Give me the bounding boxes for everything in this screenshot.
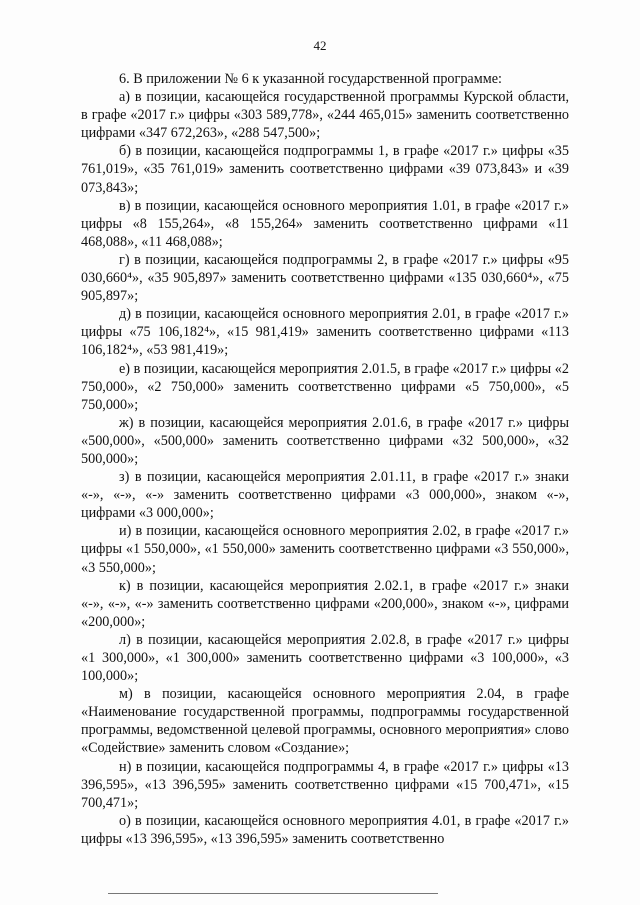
paragraph: ж) в позиции, касающейся мероприятия 2.01.6, в графе «2017 г.» цифры «500,000», «500,000» заменить соответственно цифрами «32 500,000», «32 500,000»; [81,414,569,467]
paragraph: о) в позиции, касающейся основного мероприятия 4.01, в графе «2017 г.» цифры «13 396,595», «13 396,595» заменить соответственно [81,812,569,847]
paragraph: г) в позиции, касающейся подпрограммы 2, в графе «2017 г.» цифры «95 030,660⁴», «35 905,897» заменить соответственно цифрами «135 030,660⁴», «75 905,897»; [81,251,569,305]
paragraph: и) в позиции, касающейся основного мероприятия 2.02, в графе «2017 г.» цифры «1 550,000», «1 550,000» заменить соответственно цифрами «3 550,000», «3 550,000»; [81,523,569,576]
document-body [81,70,569,848]
paragraph: з) в позиции, касающейся мероприятия 2.01.11, в графе «2017 г.» знаки «-», «-», «-» заменить соответственно цифрами «3 000,000», знаком «-», цифрами «3 000,000»; [81,469,569,522]
paragraph: л) в позиции, касающейся мероприятия 2.02.8, в графе «2017 г.» цифры «1 300,000», «1 300,000» заменить соответственно цифрами «3 100,000», «3 100,000»; [81,631,569,685]
paragraph: а) в позиции, касающейся государственной программы Курской области, в графе «2017 г.» цифры «303 589,778», «244 465,015» заменить соответственно цифрами «347 672,263», «288 547,500»; [81,89,569,142]
paragraph: 6. В приложении № 6 к указанной государственной программе: [119,71,502,87]
paragraph: д) в позиции, касающейся основного мероприятия 2.01, в графе «2017 г.» цифры «75 106,182⁴», «15 981,419» заменить соответственно цифрами «113 106,182⁴», «53 981,419»; [81,306,569,359]
paragraph: е) в позиции, касающейся мероприятия 2.01.5, в графе «2017 г.» цифры «2 750,000», «2 750,000» заменить соответственно цифрами «5 750,000», «5 750,000»; [81,360,569,413]
paragraph: м) в позиции, касающейся основного мероприятия 2.04, в графе «Наименование государственной программы, подпрограммы государственной программы, ведомственной целевой программы, основного мероприятия» слово «Содействие» заменить словом «Создание»; [81,686,569,757]
page-number: 42 [313,38,327,53]
paragraph: к) в позиции, касающейся мероприятия 2.02.1, в графе «2017 г.» знаки «-», «-», «-» заменить соответственно цифрами «200,000», знаком «-», цифрами «200,000»; [81,577,569,630]
paragraph: в) в позиции, касающейся основного мероприятия 1.01, в графе «2017 г.» цифры «8 155,264», «8 155,264» заменить соответственно цифрами «11 468,088», «11 468,088»; [81,197,569,250]
page-bottom-divider [108,893,438,894]
paragraph: б) в позиции, касающейся подпрограммы 1, в графе «2017 г.» цифры «35 761,019», «35 761,019» заменить соответственно цифрами «39 073,843» и «39 073,843»; [81,143,569,196]
paragraph: н) в позиции, касающейся подпрограммы 4, в графе «2017 г.» цифры «13 396,595», «13 396,595» заменить соответственно цифрами «15 700,471», «15 700,471»; [81,758,569,811]
